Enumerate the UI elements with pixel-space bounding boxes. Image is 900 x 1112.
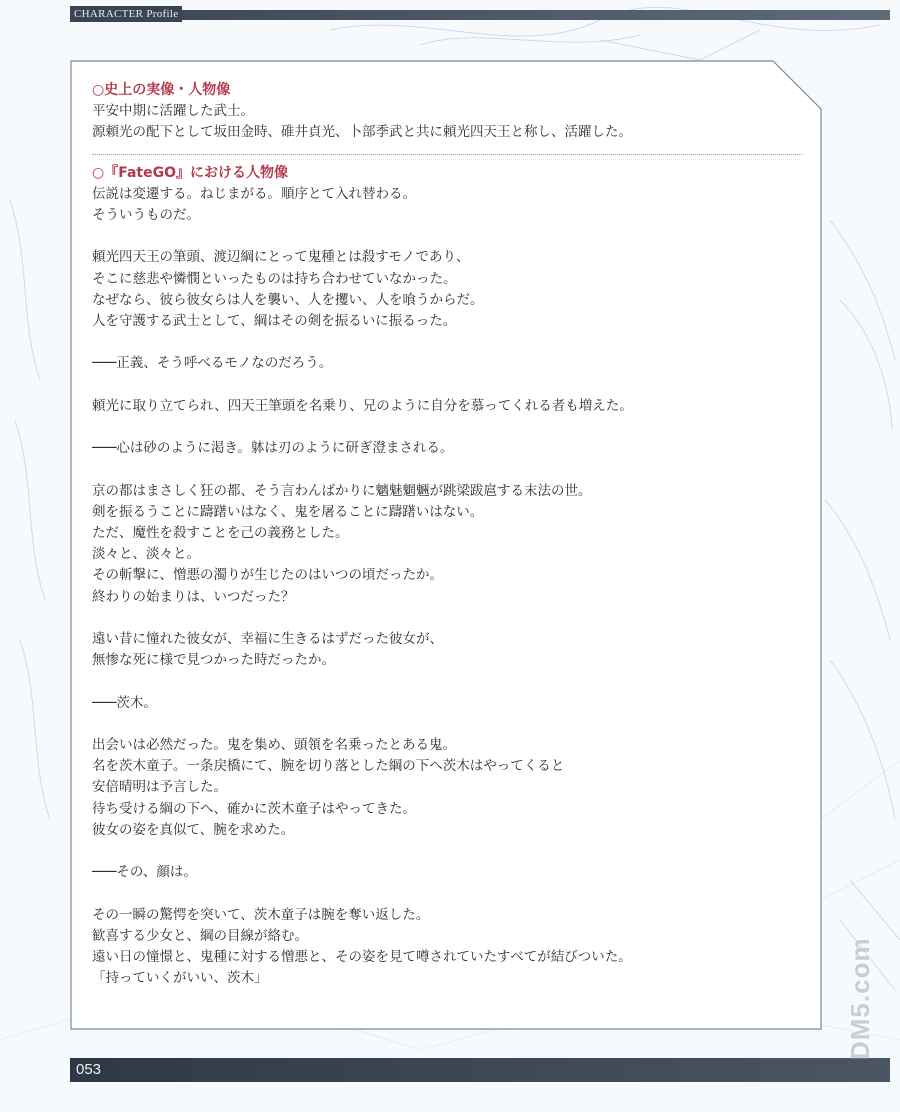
text-line: ───正義、そう呼べるモノなのだろう。	[92, 355, 333, 372]
blank-line	[92, 332, 802, 353]
text-line: ───心は砂のように渇き。躰は刃のように研ぎ澄まされる。	[92, 440, 454, 457]
text-line: ただ、魔性を殺すことを己の義務とした。	[92, 524, 349, 541]
blank-line	[92, 883, 802, 904]
blank-line	[92, 417, 802, 438]
profile-text	[92, 80, 802, 989]
history-paragraph	[92, 101, 802, 143]
text-line: ───その、顔は。	[92, 864, 197, 881]
text-line: その斬撃に、憎悪の濁りが生じたのはいつの頃だったか。	[92, 567, 443, 584]
text-line: 剣を振るうことに躊躇いはなく、鬼を屠ることに躊躇いはない。	[92, 503, 484, 520]
text-line: 頼光四天王の筆頭、渡辺綱にとって鬼種とは殺すモノであり、	[92, 249, 470, 266]
text-line: 頼光に取り立てられ、四天王筆頭を名乗り、兄のように自分を慕ってくれる者も増えた。	[92, 397, 633, 414]
section-heading-fatego: ○『FateGO』における人物像	[92, 164, 288, 181]
text-line: 平安中期に活躍した武士。	[92, 103, 254, 120]
text-line: 遠い昔に憧れた彼女が、幸福に生きるはずだった彼女が、	[92, 630, 443, 647]
blank-line	[92, 375, 802, 396]
blank-line	[92, 841, 802, 862]
text-line: その一瞬の驚愕を突いて、茨木童子は腕を奪い返した。	[92, 906, 430, 923]
text-line: 彼女の姿を真似て、腕を求めた。	[92, 821, 295, 838]
text-line: 出会いは必然だった。鬼を集め、頭領を名乗ったとある鬼。	[92, 736, 456, 753]
watermark-logo: DM5.com	[845, 937, 875, 1060]
page-number: 053	[76, 1061, 102, 1078]
text-line: 伝説は変遷する。ねじまがる。順序とて入れ替わる。	[92, 185, 416, 202]
footer-bar	[70, 1058, 890, 1082]
profile-card	[70, 60, 822, 1030]
text-line: 終わりの始まりは、いつだった？	[92, 588, 295, 605]
text-line: そういうものだ。	[92, 207, 200, 224]
text-line: 遠い日の憧憬と、鬼種に対する憎悪と、その姿を見て噂されていたすべてが結びついた。	[92, 948, 632, 965]
dotted-divider	[92, 154, 802, 155]
text-line: 安倍晴明は予言した。	[92, 779, 227, 796]
text-line: 淡々と、淡々と。	[92, 546, 200, 563]
text-line: ───茨木。	[92, 694, 157, 711]
blank-line	[92, 459, 802, 480]
fatego-paragraph	[92, 184, 802, 990]
blank-line	[92, 671, 802, 692]
section-heading-history: ○史上の実像・人物像	[92, 82, 231, 98]
header-bar	[70, 10, 890, 20]
text-line: 名を茨木童子。一条戻橋にて、腕を切り落とした綱の下へ茨木はやってくると	[92, 758, 565, 775]
blank-line	[92, 608, 802, 629]
section-title: CHARACTER Profile	[70, 6, 182, 22]
text-line: そこに慈悲や憐憫といったものは持ち合わせていなかった。	[92, 270, 457, 287]
text-line: 京の都はまさしく狂の都、そう言わんばかりに魑魅魍魎が跳梁跋扈する末法の世。	[92, 482, 592, 499]
blank-line	[92, 714, 802, 735]
blank-line	[92, 226, 802, 247]
text-line: 源頼光の配下として坂田金時、碓井貞光、卜部季武と共に頼光四天王と称し、活躍した。	[92, 124, 632, 141]
text-line: 「持っていくがいい、茨木」	[92, 970, 268, 987]
text-line: 待ち受ける綱の下へ、確かに茨木童子はやってきた。	[92, 800, 416, 817]
text-line: 人を守護する武士として、綱はその剣を振るいに振るった。	[92, 313, 457, 330]
text-line: 無惨な死に様で見つかった時だったか。	[92, 652, 335, 669]
text-line: 歓喜する少女と、綱の目線が絡む。	[92, 927, 308, 944]
text-line: なぜなら、彼ら彼女らは人を襲い、人を攫い、人を喰うからだ。	[92, 291, 484, 308]
